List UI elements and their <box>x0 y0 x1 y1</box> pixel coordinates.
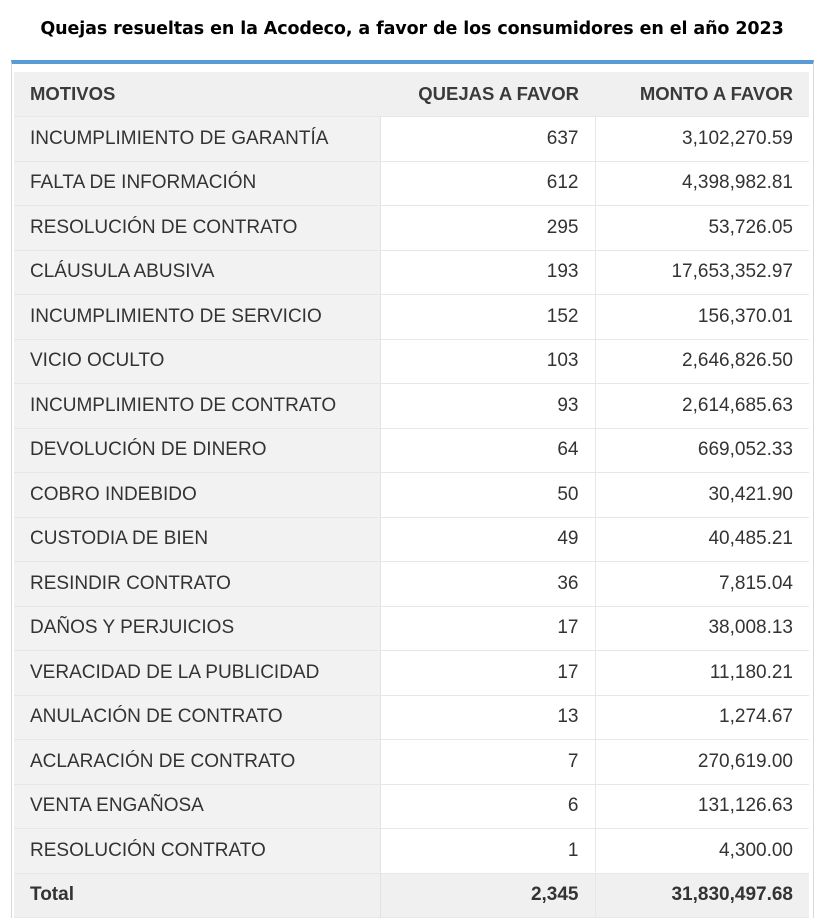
total-motivo-cell: Total <box>14 873 380 918</box>
table-row <box>14 117 809 162</box>
monto-cell: 38,008.13 <box>595 606 809 651</box>
monto-cell: 2,646,826.50 <box>595 339 809 384</box>
table-row <box>14 250 809 295</box>
total-monto-cell: 31,830,497.68 <box>595 873 809 918</box>
table-row <box>14 339 809 384</box>
motivo-cell: RESINDIR CONTRATO <box>14 562 380 607</box>
table-row <box>14 784 809 829</box>
quejas-cell: 17 <box>380 651 595 696</box>
page-title: Quejas resueltas en la Acodeco, a favor de los consumidores en el año 2023 <box>40 19 784 39</box>
quejas-cell: 152 <box>380 295 595 340</box>
quejas-cell: 17 <box>380 606 595 651</box>
motivo-cell: ANULACIÓN DE CONTRATO <box>14 695 380 740</box>
quejas-cell: 103 <box>380 339 595 384</box>
monto-cell: 17,653,352.97 <box>595 250 809 295</box>
motivo-cell: DAÑOS Y PERJUICIOS <box>14 606 380 651</box>
quejas-cell: 7 <box>380 740 595 785</box>
table-row <box>14 651 809 696</box>
motivo-cell: VICIO OCULTO <box>14 339 380 384</box>
table-row <box>14 517 809 562</box>
motivo-cell: INCUMPLIMIENTO DE GARANTÍA <box>14 117 380 162</box>
quejas-table <box>14 72 809 918</box>
motivo-cell: CLÁUSULA ABUSIVA <box>14 250 380 295</box>
monto-cell: 270,619.00 <box>595 740 809 785</box>
monto-cell: 131,126.63 <box>595 784 809 829</box>
monto-cell: 11,180.21 <box>595 651 809 696</box>
monto-cell: 4,300.00 <box>595 829 809 874</box>
quejas-cell: 637 <box>380 117 595 162</box>
quejas-cell: 6 <box>380 784 595 829</box>
table-row <box>14 606 809 651</box>
table-row <box>14 384 809 429</box>
motivo-cell: ACLARACIÓN DE CONTRATO <box>14 740 380 785</box>
monto-cell: 156,370.01 <box>595 295 809 340</box>
quejas-cell: 13 <box>380 695 595 740</box>
motivo-cell: VENTA ENGAÑOSA <box>14 784 380 829</box>
quejas-cell: 49 <box>380 517 595 562</box>
header-quejas-a-favor: QUEJAS A FAVOR <box>380 72 595 117</box>
total-row <box>14 873 809 918</box>
table-row <box>14 295 809 340</box>
table-row <box>14 206 809 251</box>
motivo-cell: RESOLUCIÓN DE CONTRATO <box>14 206 380 251</box>
motivo-cell: INCUMPLIMIENTO DE CONTRATO <box>14 384 380 429</box>
motivo-cell: DEVOLUCIÓN DE DINERO <box>14 428 380 473</box>
motivo-cell: RESOLUCIÓN CONTRATO <box>14 829 380 874</box>
quejas-cell: 64 <box>380 428 595 473</box>
table-row <box>14 473 809 518</box>
monto-cell: 53,726.05 <box>595 206 809 251</box>
quejas-cell: 295 <box>380 206 595 251</box>
monto-cell: 3,102,270.59 <box>595 117 809 162</box>
table-row <box>14 428 809 473</box>
table-row <box>14 695 809 740</box>
monto-cell: 2,614,685.63 <box>595 384 809 429</box>
table-header-row <box>14 72 809 117</box>
total-quejas-cell: 2,345 <box>380 873 595 918</box>
table-row <box>14 562 809 607</box>
quejas-cell: 93 <box>380 384 595 429</box>
table-row <box>14 161 809 206</box>
motivo-cell: INCUMPLIMIENTO DE SERVICIO <box>14 295 380 340</box>
header-motivos: MOTIVOS <box>14 72 380 117</box>
monto-cell: 30,421.90 <box>595 473 809 518</box>
motivo-cell: VERACIDAD DE LA PUBLICIDAD <box>14 651 380 696</box>
motivo-cell: COBRO INDEBIDO <box>14 473 380 518</box>
table-row <box>14 829 809 874</box>
monto-cell: 1,274.67 <box>595 695 809 740</box>
monto-cell: 40,485.21 <box>595 517 809 562</box>
monto-cell: 7,815.04 <box>595 562 809 607</box>
quejas-cell: 36 <box>380 562 595 607</box>
quejas-cell: 1 <box>380 829 595 874</box>
quejas-cell: 612 <box>380 161 595 206</box>
monto-cell: 4,398,982.81 <box>595 161 809 206</box>
header-monto-a-favor: MONTO A FAVOR <box>595 72 809 117</box>
monto-cell: 669,052.33 <box>595 428 809 473</box>
quejas-cell: 50 <box>380 473 595 518</box>
table-row <box>14 740 809 785</box>
motivo-cell: FALTA DE INFORMACIÓN <box>14 161 380 206</box>
quejas-cell: 193 <box>380 250 595 295</box>
motivo-cell: CUSTODIA DE BIEN <box>14 517 380 562</box>
